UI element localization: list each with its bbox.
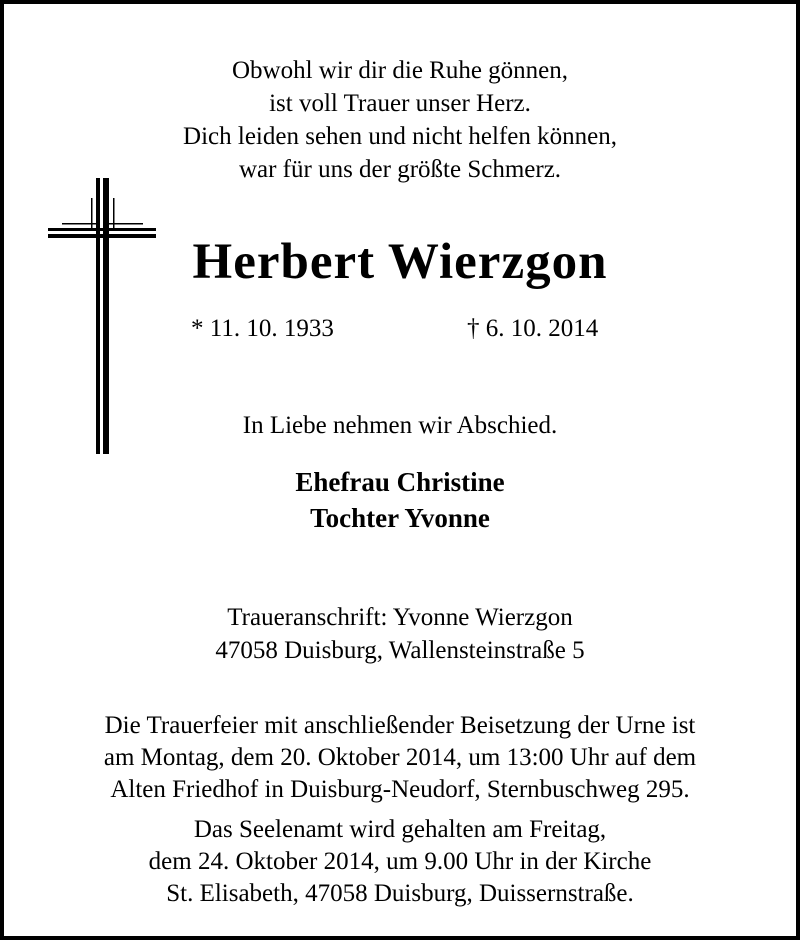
- mourning-address: [4, 601, 796, 667]
- memorial-verse: [4, 54, 796, 186]
- service-line: Alten Friedhof in Duisburg-Neudorf, Sternbuschweg 295.: [110, 776, 690, 803]
- mass-line: St. Elisabeth, 47058 Duisburg, Duissernstraße.: [166, 880, 634, 907]
- farewell-line: In Liebe nehmen wir Abschied.: [242, 412, 558, 439]
- address-line: 47058 Duisburg, Wallensteinstraße 5: [215, 637, 585, 664]
- death-date: † 6. 10. 2014: [467, 315, 599, 342]
- mourners: [4, 464, 796, 536]
- deceased-name: [4, 232, 796, 292]
- mourner-name: Tochter Yvonne: [310, 503, 490, 533]
- service-line: Die Trauerfeier mit anschließender Beisetzung der Urne ist: [104, 712, 696, 739]
- deceased-name-text: Herbert Wierzgon: [192, 234, 608, 290]
- address-line: Traueranschrift: Yvonne Wierzgon: [227, 604, 573, 631]
- mourner-name: Ehefrau Christine: [295, 467, 505, 497]
- verse-line: war für uns der größte Schmerz.: [238, 156, 562, 183]
- service-line: am Montag, dem 20. Oktober 2014, um 13:00 Uhr auf dem: [103, 744, 697, 771]
- verse-line: Dich leiden sehen und nicht helfen können,: [183, 123, 617, 150]
- mass-line: dem 24. Oktober 2014, um 9.00 Uhr in der Kirche: [148, 848, 652, 875]
- birth-date: * 11. 10. 1933: [191, 315, 334, 342]
- mass-line: Das Seelenamt wird gehalten am Freitag,: [193, 816, 607, 843]
- requiem-mass-info: [4, 814, 796, 910]
- verse-line: Obwohl wir dir die Ruhe gönnen,: [231, 57, 569, 84]
- funeral-service-info: [4, 710, 796, 806]
- verse-line: ist voll Trauer unser Herz.: [269, 90, 531, 117]
